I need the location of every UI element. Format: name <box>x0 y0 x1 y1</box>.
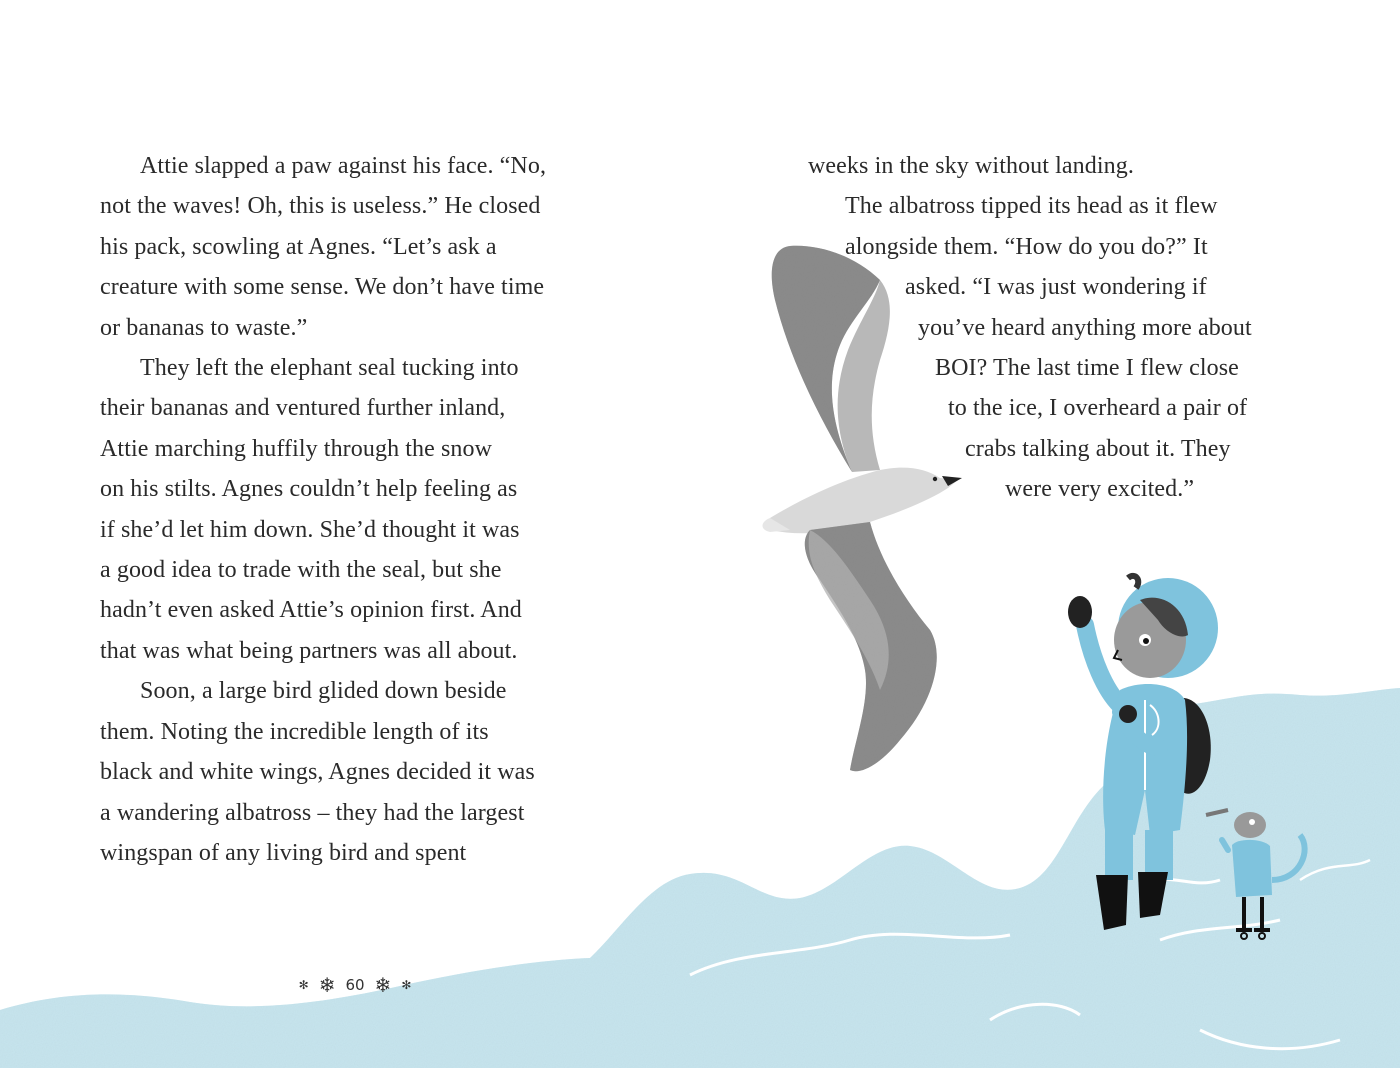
text-line: not the waves! Oh, this is useless.” He closed <box>100 193 541 220</box>
page-number-label: 60 <box>345 976 365 994</box>
text-line: wingspan of any living bird and spent <box>100 839 467 866</box>
text-line: alongside them. “How do you do?” It <box>845 233 1208 260</box>
text-line: weeks in the sky without landing. <box>808 153 1134 179</box>
text-line: a good idea to trade with the seal, but she <box>100 557 502 584</box>
text-line: his pack, scowling at Agnes. “Let’s ask a <box>100 233 497 260</box>
text-line: creature with some sense. We don’t have time <box>100 274 545 301</box>
snowflake-icon: ✻ <box>401 978 412 992</box>
text-line: were very excited.” <box>1005 476 1195 503</box>
snowflake-icon: ❄ <box>318 973 336 997</box>
text-line: crabs talking about it. They <box>965 435 1231 462</box>
text-line: you’ve heard anything more about <box>918 314 1252 341</box>
left-page-text <box>100 146 620 873</box>
text-line: Attie slapped a paw against his face. “No, <box>140 153 547 179</box>
snowflake-icon: ✻ <box>298 978 309 992</box>
text-line: black and white wings, Agnes decided it was <box>100 759 535 786</box>
text-line: or bananas to waste.” <box>100 314 308 341</box>
text-line: to the ice, I overheard a pair of <box>948 395 1248 422</box>
text-line: The albatross tipped its head as it flew <box>845 193 1218 220</box>
text-line: if she’d let him down. She’d thought it was <box>100 516 520 543</box>
text-line: asked. “I was just wondering if <box>905 274 1207 301</box>
page-number <box>280 970 430 1000</box>
text-line: Attie marching huffily through the snow <box>100 435 493 462</box>
snowflake-icon: ❄ <box>374 973 392 997</box>
text-line: hadn’t even asked Attie’s opinion first. And <box>100 597 522 624</box>
text-line: that was what being partners was all about. <box>100 637 518 664</box>
text-line: them. Noting the incredible length of its <box>100 718 489 745</box>
text-line: BOI? The last time I flew close <box>935 355 1239 381</box>
text-line: They left the elephant seal tucking into <box>140 355 519 382</box>
text-line: their bananas and ventured further inland, <box>100 395 506 422</box>
text-line: Soon, a large bird glided down beside <box>140 678 507 705</box>
text-line: a wandering albatross – they had the largest <box>100 799 525 826</box>
text-line: on his stilts. Agnes couldn’t help feeling as <box>100 476 518 503</box>
